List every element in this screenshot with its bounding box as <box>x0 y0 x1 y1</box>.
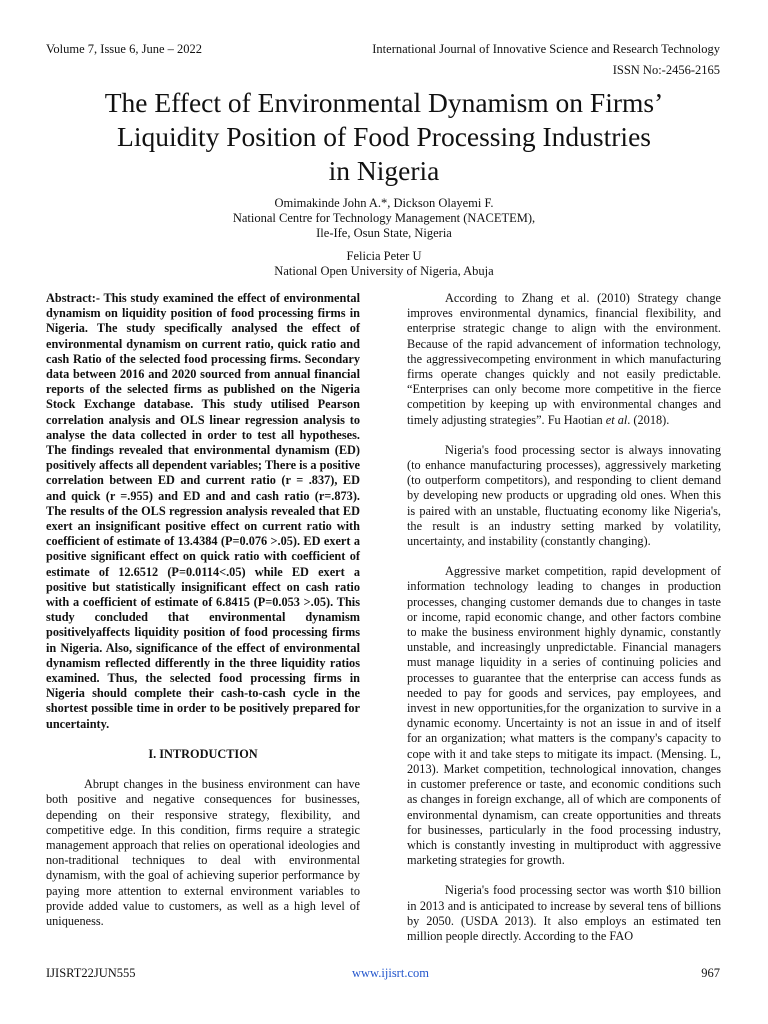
page-number: 967 <box>701 966 720 980</box>
paragraph: Nigeria's food processing sector is always innovating (to enhance manufacturing processes), aggressively marketing (to outperform competitors), and responding to client demand by developing new products or upgrading old ones. When this is paired with an unstable, fluctuating economy like Nigeria's, the result is an industry setting marked by volatility, uncertainty, and instability (constantly changing). <box>407 442 721 549</box>
volume-issue: Volume 7, Issue 6, June – 2022 <box>46 42 203 56</box>
paragraph: Aggressive market competition, rapid development of information technology leading to changes in production processes, changing customer demands due to changes in taste or income, rapid economic change, and other factors combine to make the business environment highly dynamic, constantly unstable, and increasingly unpredictable. Financial managers must manage liquidity in a series of continuing policies and processes to guarantee that the enterprise can access funds as needed to pay for goods and services, pay employees, and invest in new opportunities,for the organization to survive in a dynamic economy. Uncertainty is not an issue in and of itself for an organization; what matters is the company's capacity to cope with it and take steps to mitigate its impact. (Mensing. L, 2013). Market competition, technological innovation, changes in customer preference or taste, and economic conditions such as changes in foreign exchange, all of which are components of environmental dynamism, can create opportunities and threats for businesses, particularly in the food processing industry, which is constantly investing in multiproduct with aggressive marketing strategies for growth. <box>407 564 721 868</box>
issn: ISSN No:-2456-2165 <box>612 63 720 77</box>
intro-paragraph: Abrupt changes in the business environment can have both positive and negative consequences for businesses, depending on their responsive strategy, flexibility, and competitive edge. In this condition, firms require a strategic management approach that relies on operational ideologies and non-traditional techniques to deal with environmental dynamism, with the goal of achieving superior performance by paying more attention to external environment variables to provide added value to customers, as well as a high level of uniqueness. <box>46 777 360 928</box>
author-name: Felicia Peter U <box>346 249 422 263</box>
right-column <box>407 291 721 959</box>
paper-title <box>40 86 728 188</box>
section-heading: I. INTRODUCTION <box>148 746 258 761</box>
title-line: The Effect of Environmental Dynamism on Firms’ <box>104 87 664 118</box>
abstract: Abstract:- This study examined the effect of environmental dynamism on liquidity position of food processing firms in Nigeria. The study specifically analysed the effect of environmental dynamism on current ratio, quick ratio and cash Ratio of the selected food processing firms. Secondary data between 2016 and 2020 sourced from annual financial reports of the selected firms as published on the Nigeria Stock Exchange database. This study utilised Pearson correlation analysis and OLS linear regression analysis to analyse the data collected in order to test all hypotheses. The findings revealed that environmental dynamism (ED) positively affects all dependent variables; There is a positive correlation between ED and current ratio (r = .837), ED and quick (r =.955) and ED and and cash ratio (r=.873). The results of the OLS regression analysis revealed that ED exert an insignificant positive effect on current ratio with coefficient of estimate of 13.4384 (P=0.076 >.05). ED exert a positive significant effect on quick ratio with coefficient of estimate of 12.6512 (P=0.0114<.05) while ED exert a positive but statistically insignificant effect on cash ratio with a coefficient of estimate of 6.8415 (P=0.053 >.05). This study concluded that environmental dynamism positivelyaffects liquidity position of food processing firms in Nigeria. Also, significance of the effect of environmental dynamism reflected differently in the three liquidity ratios examined. Thus, the selected food processing firms in Nigeria should complete their cash-to-cash cycle in the shortest possible time in order to be positively prepared for uncertainty. <box>46 291 360 731</box>
left-column <box>46 291 360 944</box>
journal-website-link[interactable]: www.ijisrt.com <box>352 966 429 980</box>
paragraph: Nigeria's food processing sector was worth $10 billion in 2013 and is anticipated to increase by several tens of billions by 2050. (USDA 2013). It also employs an estimated ten million people directly. According to the FAO <box>407 883 721 943</box>
author-block-1 <box>84 196 684 241</box>
paper-id: IJISRT22JUN555 <box>46 966 136 980</box>
author-block-2 <box>84 249 684 279</box>
title-line: Liquidity Position of Food Processing Industries <box>117 121 651 152</box>
paragraph <box>407 291 721 428</box>
title-line: in Nigeria <box>328 155 440 186</box>
affiliation-location: Ile-Ife, Osun State, Nigeria <box>316 226 452 240</box>
journal-name: International Journal of Innovative Science and Research Technology <box>372 42 720 56</box>
author-names: Omimakinde John A.*, Dickson Olayemi F. <box>274 196 494 210</box>
paragraph-text: . (2018). <box>627 412 670 427</box>
citation-italic: et al <box>605 412 628 427</box>
affiliation: National Centre for Technology Management (NACETEM), <box>232 211 536 225</box>
paragraph-text: According to Zhang et al. (2010) Strategy change improves environmental dynamics, financial flexibility, and enterprise strategic change to align with the environment. Because of the rapid advancement of information technology, the aggressivecompeting environment in which manufacturing firms operate changes quickly and not easily predictable. “Enterprises can only become more competitive in the fierce competition by keeping up with environmental changes and timely adjusting strategies”. Fu Haotian <box>407 291 721 427</box>
affiliation: National Open University of Nigeria, Abuja <box>274 264 494 278</box>
